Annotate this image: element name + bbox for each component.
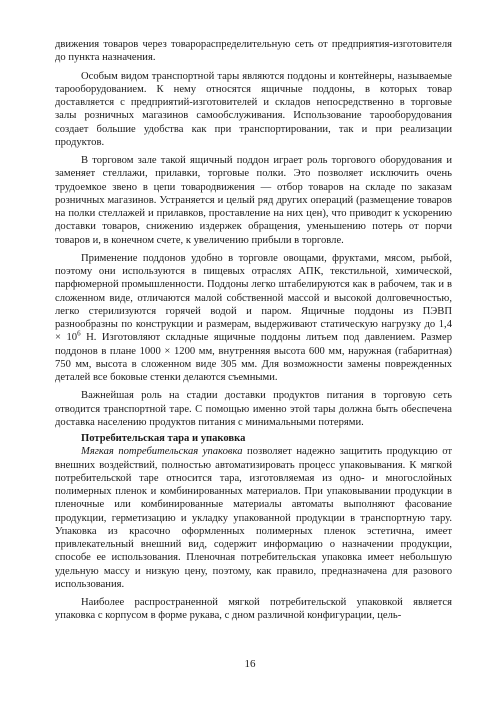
paragraph-6: [55, 445, 452, 591]
paragraph-2: Особым видом транспортной тары являются поддоны и контейнеры, называемые тарооборудованием. К нему относятся ящичные поддоны, в которых товар доставляется с предприятий-изготовителей и складов непосредственно в торговые залы розничных магазинов самообслуживания. Использование тарооборудования создает большие удобства как при транспортировании, так и при реализации продуктов.: [55, 70, 452, 148]
page-body: [55, 38, 452, 623]
paragraph-4: [55, 252, 452, 385]
paragraph-6-text: позволяет надежно защитить продукцию от внешних воздействий, полностью автоматизировать процесс упаковывания. К мягкой потребительской таре относится тара, изготовляемая из одно- и многослойных полимерных пленок и комбинированных материалов. При упаковывании продукции в пленочные или комбинированные материалы автоматы выполняют фасование продукции, герметизацию и укладку упакованной продукции в транспортную тару. Упаковка из красочно оформленных полимерных пленок эстетична, имеет привлекательный внешний вид, содержит информацию о назначении продукции, способе ее использования. Пленочная потребительская упаковка имеет небольшую удельную массу и низкую цену, поэтому, как правило, предназначена для разового использования.: [55, 446, 452, 590]
paragraph-6-italic-lead: Мягкая потребительская упаковка: [81, 446, 243, 458]
page-number: 16: [244, 658, 256, 670]
paragraph-1: движения товаров через товарораспределительную сеть от предприятия-изготовителя до пункта назначения.: [55, 39, 452, 64]
paragraph-7: Наиболее распространенной мягкой потребительской упаковкой является упаковка с корпусом в форме рукава, с дном различной конфигурации, цель-: [55, 597, 452, 622]
paragraph-4-part-1: Применение поддонов удобно в торговле овощами, фруктами, мясом, рыбой, поэтому они используются в пищевых отраслях АПК, текстильной, химической, парфюмерной промышленности. Поддоны легко штабелируются как в рабочем, так и в сложенном виде, отличаются малой собственной массой и высокой долговечностью, легко стерилизуются горячей водой и паром. Ящичные поддоны из ПЭВП разнообразны по конструкции и размерам, выдерживают статическую нагрузку до 1,4 × 10: [55, 252, 452, 344]
section-heading: Потребительская тара и упаковка: [81, 433, 246, 444]
paragraph-3: В торговом зале такой ящичный поддон играет роль торгового оборудования и заменяет стеллажи, прилавки, торговые полки. Это позволяет исключить очень трудоемкое звено в цепи товародвижения — отбор товаров на складе по заказам розничных магазинов. Устраняется и целый ряд других операций (размещение товаров на полки стеллажей и прилавков, проставление на них цен), что приводит к ускорению доставки товаров, снижению издержек обращения, уменьшению потерь от порчи товаров и, в конечном счете, к увеличению прибыли в торговле.: [55, 155, 452, 246]
paragraph-4-part-2: Н. Изготовляют складные ящичные поддоны литьем под давлением. Размер поддонов в плане 1000 × 1200 мм, внутренняя высота 600 мм, наружная (габаритная) 750 мм, высота в сложенном виде 305 мм. Для возможности замены поврежденных деталей все боковые стенки делаются съемными.: [55, 332, 453, 383]
paragraph-5: Важнейшая роль на стадии доставки продуктов питания в торговую сеть отводится транспортной таре. С помощью именно этой тары должна быть обеспечена доставка населению продуктов питания с минимальными потерями.: [55, 390, 452, 428]
paragraph-4-superscript: 6: [77, 329, 81, 338]
